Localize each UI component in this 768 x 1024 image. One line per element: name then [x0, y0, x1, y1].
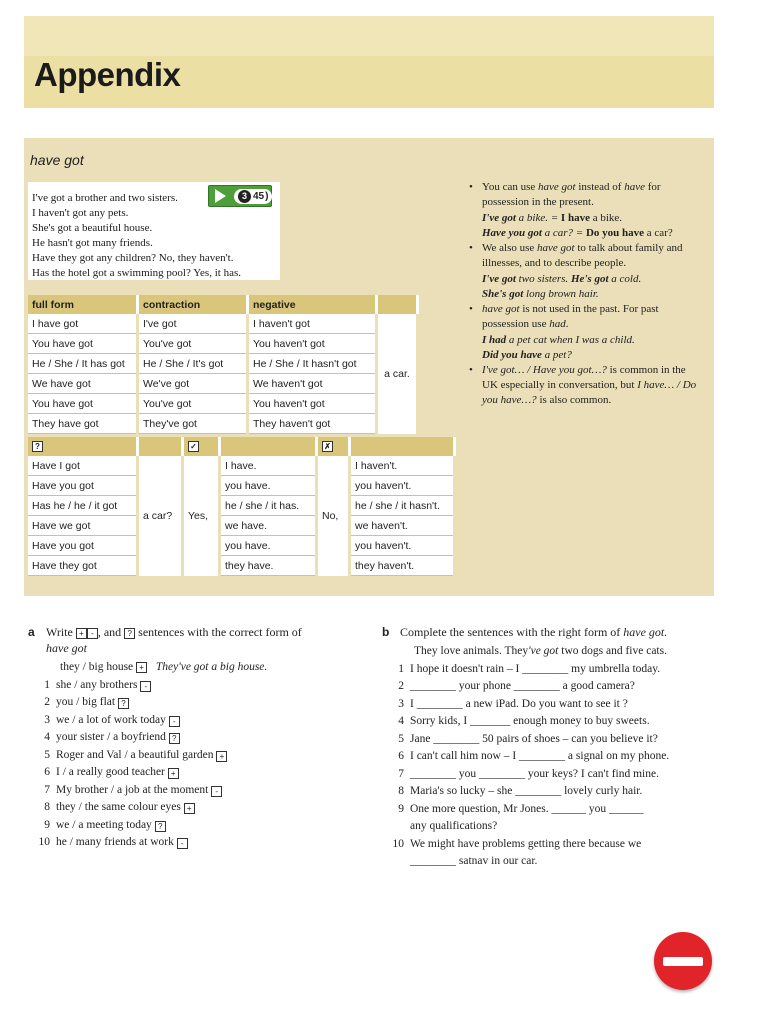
list-item: 7 ________ you ________ your keys? I can't find mine.	[398, 767, 659, 780]
list-item-continued: ________ satnav in our car.	[410, 855, 538, 867]
question-box-icon: ?	[169, 733, 180, 744]
list-item: 2 you / big flat ?	[28, 694, 368, 712]
minus-box-icon: -	[87, 628, 98, 639]
list-item: 1 she / any brothers -	[28, 677, 368, 695]
table-cell: You haven't got	[248, 394, 377, 414]
example-sentence: I haven't got any pets.	[32, 207, 129, 219]
list-item: 3 we / a lot of work today -	[28, 712, 368, 730]
exercise-a	[28, 624, 368, 852]
list-item: 5 Roger and Val / a beautiful garden +	[28, 747, 368, 765]
table-cell: We have got	[28, 374, 138, 394]
table-cell: He / She / It has got	[28, 354, 138, 374]
audio-play-button[interactable]	[208, 185, 272, 207]
plus-box-icon: +	[184, 803, 195, 814]
cross-box-icon: ✗	[322, 441, 333, 452]
audio-number: 45	[253, 190, 265, 202]
table-cell: Has he / he / it got	[28, 496, 138, 516]
table-row	[28, 496, 455, 516]
table-row	[28, 456, 455, 476]
list-item: 9 One more question, Mr Jones. ______ you ______	[398, 802, 644, 815]
table-cell: You haven't got	[248, 334, 377, 354]
column-header: full form	[28, 295, 138, 314]
column-header	[138, 437, 183, 456]
note-example: I had a pet cat when I was a child.	[482, 334, 635, 346]
table-cell: You have got	[28, 334, 138, 354]
note-3: • have got is not used in the past. For past possession use had.	[469, 303, 659, 330]
table-cell: I've got	[138, 314, 248, 334]
column-header: negative	[248, 295, 377, 314]
table-cell: Have you got	[28, 536, 138, 556]
note-example: Have you got a car? = Do you have a car?	[482, 227, 673, 239]
column-header	[377, 295, 418, 314]
column-header	[350, 437, 455, 456]
table-cell: He / She / It's got	[138, 354, 248, 374]
list-item: 6 I / a really good teacher +	[28, 764, 368, 782]
conjugation-table	[28, 295, 419, 434]
table-cell: you haven't.	[350, 536, 455, 556]
exercise-letter: a	[28, 625, 35, 639]
exercise-a-instruction: a Write + - , and ? sentences with the correct form of have got	[28, 625, 302, 655]
audio-track-label	[234, 189, 272, 204]
question-box-icon: ?	[32, 441, 43, 452]
list-item: 1 I hope it doesn't rain – I ________ my umbrella today.	[398, 662, 661, 675]
table-cell: We haven't got	[248, 374, 377, 394]
table-row	[28, 556, 455, 576]
note-1: • You can use have got instead of have for possession in the present.	[469, 181, 661, 208]
column-header	[220, 437, 317, 456]
table-row	[28, 334, 418, 354]
plus-box-icon: +	[76, 628, 87, 639]
table-cell: They have got	[28, 414, 138, 434]
table-row	[28, 314, 418, 334]
table-cell: Have they got	[28, 556, 138, 576]
exercise-b	[382, 624, 712, 871]
note-example: She's got long brown hair.	[482, 288, 599, 300]
example-sentence: I've got a brother and two sisters.	[32, 192, 178, 204]
table-cell: he / she / it hasn't.	[350, 496, 455, 516]
no-word: No,	[317, 456, 350, 576]
object-cell: a car?	[138, 456, 183, 576]
table-cell: you haven't.	[350, 476, 455, 496]
table-cell: I haven't got	[248, 314, 377, 334]
exercise-letter: b	[382, 625, 390, 639]
plus-box-icon: +	[136, 662, 147, 673]
list-item: 2 ________ your phone ________ a good camera?	[398, 680, 635, 692]
plus-box-icon: +	[168, 768, 179, 779]
table-cell: we have.	[220, 516, 317, 536]
table-row	[28, 374, 418, 394]
question-box-icon: ?	[155, 821, 166, 832]
column-header	[317, 437, 350, 456]
table-cell: Have you got	[28, 476, 138, 496]
minus-icon	[663, 957, 703, 966]
list-item: 9 we / a meeting today ?	[28, 817, 368, 835]
list-item: 5 Jane ________ 50 pairs of shoes – can you believe it?	[398, 732, 658, 745]
question-table	[28, 437, 456, 576]
table-cell: Have we got	[28, 516, 138, 536]
note-4: • I've got… / Have you got…? is common in the UK especially in conversation, but I have… / Do you have…? is also common.	[469, 364, 697, 406]
table-row	[28, 516, 455, 536]
note-example: Did you have a pet?	[482, 349, 572, 361]
example-sentence: Has the hotel got a swimming pool? Yes, it has.	[32, 267, 241, 279]
example-sentence: Have they got any children? No, they haven't.	[32, 252, 234, 264]
table-header-row	[28, 437, 455, 456]
list-item: 4 Sorry kids, I _______ enough money to buy sweets.	[398, 715, 650, 727]
table-header-row	[28, 295, 418, 314]
page-title: Appendix	[34, 56, 181, 93]
table-cell: they haven't.	[350, 556, 455, 576]
list-item: 8 Maria's so lucky – she ________ lovely curly hair.	[398, 785, 643, 797]
table-cell: You've got	[138, 334, 248, 354]
example-sentence: He hasn't got many friends.	[32, 237, 153, 249]
check-box-icon: ✓	[188, 441, 199, 452]
exercise-b-instruction: b Complete the sentences with the right form of have got.	[382, 625, 668, 639]
table-cell: you have.	[220, 536, 317, 556]
list-item: 7 My brother / a job at the moment -	[28, 782, 368, 800]
table-row	[28, 476, 455, 496]
table-cell: They haven't got	[248, 414, 377, 434]
header-stripe	[24, 16, 714, 56]
note-example: I've got two sisters. He's got a cold.	[482, 273, 642, 285]
play-icon	[215, 189, 226, 203]
question-box-icon: ?	[118, 698, 129, 709]
column-header	[183, 437, 220, 456]
list-item-continued: any qualifications?	[410, 820, 498, 832]
table-cell: we haven't.	[350, 516, 455, 536]
stop-button[interactable]	[654, 932, 712, 990]
track-number: 3	[238, 190, 251, 203]
table-cell: I have.	[220, 456, 317, 476]
list-item: 10 We might have problems getting there because we	[392, 837, 642, 850]
table-cell: You've got	[138, 394, 248, 414]
table-row	[28, 414, 418, 434]
note-example: I've got a bike. = I have a bike.	[482, 212, 623, 224]
plus-box-icon: +	[216, 751, 227, 762]
list-item: 10 he / many friends at work -	[28, 834, 368, 852]
grammar-notes	[466, 180, 702, 409]
note-2: • We also use have got to talk about family and illnesses, and to describe people.	[469, 242, 683, 269]
table-cell: He / She / It hasn't got	[248, 354, 377, 374]
table-row	[28, 394, 418, 414]
list-item: 8 they / the same colour eyes +	[28, 799, 368, 817]
object-cell: a car.	[377, 314, 418, 434]
question-box-icon: ?	[124, 628, 135, 639]
column-header	[28, 437, 138, 456]
table-cell: Have I got	[28, 456, 138, 476]
column-header: contraction	[138, 295, 248, 314]
model-answer: they / big house + They've got a big house.	[60, 661, 268, 673]
table-cell: We've got	[138, 374, 248, 394]
section-title: have got	[30, 152, 84, 168]
sound-waves-icon: )	[265, 190, 269, 202]
table-cell: I have got	[28, 314, 138, 334]
table-cell: you have.	[220, 476, 317, 496]
table-row	[28, 354, 418, 374]
minus-box-icon: -	[177, 838, 188, 849]
example-sentence: She's got a beautiful house.	[32, 222, 153, 234]
list-item: 4 your sister / a boyfriend ?	[28, 729, 368, 747]
table-cell: he / she / it has.	[220, 496, 317, 516]
model-answer: They love animals. They've got two dogs and five cats.	[414, 645, 667, 657]
table-cell: they have.	[220, 556, 317, 576]
list-item: 3 I ________ a new iPad. Do you want to see it ?	[398, 697, 628, 710]
table-cell: You have got	[28, 394, 138, 414]
yes-word: Yes,	[183, 456, 220, 576]
table-cell: I haven't.	[350, 456, 455, 476]
minus-box-icon: -	[140, 681, 151, 692]
list-item: 6 I can't call him now – I ________ a signal on my phone.	[398, 750, 670, 762]
table-row	[28, 536, 455, 556]
minus-box-icon: -	[169, 716, 180, 727]
minus-box-icon: -	[211, 786, 222, 797]
table-cell: They've got	[138, 414, 248, 434]
